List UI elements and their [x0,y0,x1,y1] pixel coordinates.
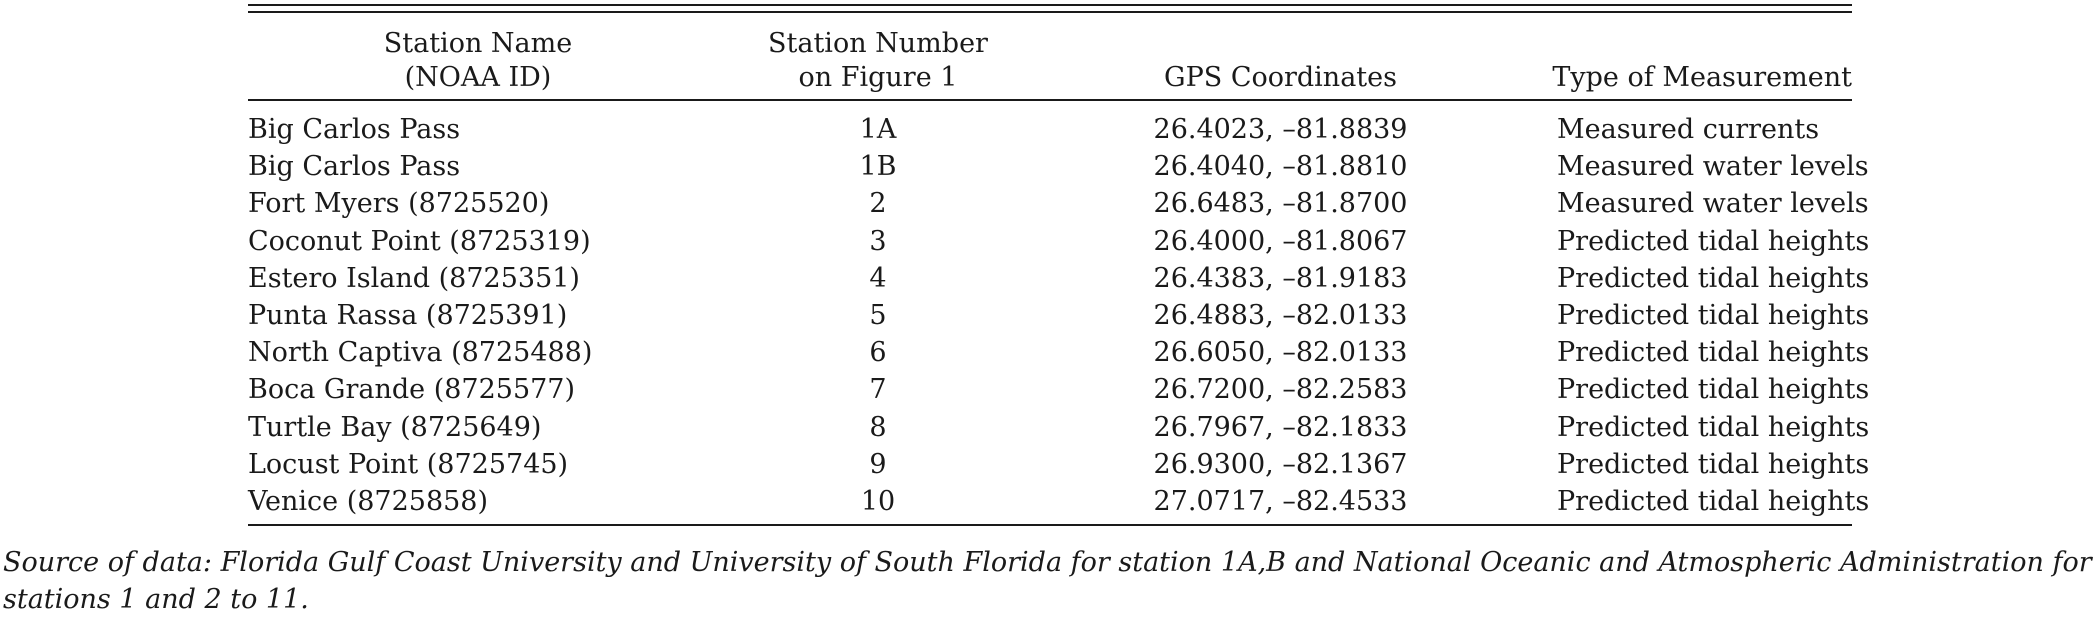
cell-measurement-type: Predicted tidal heights [1557,225,1870,257]
header-gps [1048,13,1513,100]
header-gps-label: GPS Coordinates [1164,62,1397,93]
table-row [248,260,1852,297]
cell-measurement-type: Predicted tidal heights [1557,374,1870,406]
cell-station-number: 10 [860,486,896,518]
cell-station-number: 3 [869,225,887,257]
cell-measurement-type: Measured water levels [1557,151,1869,183]
cell-station-name: Big Carlos Pass [248,151,461,183]
cell-gps: 26.9300, –82.1367 [1153,448,1408,480]
table-row [248,297,1852,334]
table-row [248,223,1852,260]
data-table-container [248,0,1870,526]
cell-measurement-type: Predicted tidal heights [1557,300,1870,332]
header-station-name [248,13,708,100]
cell-station-name: North Captiva (8725488) [248,337,593,369]
header-station-name-line1: Station Name [383,28,573,59]
table-row [248,371,1852,408]
cell-gps: 26.7200, –82.2583 [1153,374,1408,406]
cell-gps: 26.6483, –81.8700 [1153,188,1408,220]
table-row [248,185,1852,222]
cell-station-name: Fort Myers (8725520) [248,188,550,220]
cell-measurement-type: Predicted tidal heights [1557,411,1870,443]
header-station-number-line1: Station Number [768,28,988,59]
cell-station-number: 4 [869,262,887,294]
station-table [248,13,1870,520]
cell-measurement-type: Measured water levels [1557,188,1869,220]
cell-station-name: Boca Grande (8725577) [248,374,576,406]
cell-station-name: Locust Point (8725745) [248,448,569,480]
cell-station-name: Punta Rassa (8725391) [248,300,568,332]
cell-station-name: Estero Island (8725351) [248,262,580,294]
cell-station-number: 6 [869,337,887,369]
cell-measurement-type: Predicted tidal heights [1557,337,1870,369]
cell-station-name: Big Carlos Pass [248,114,461,145]
source-footnote: Source of data: Florida Gulf Coast University and University of South Florida for station 1A,B and National Oceanic and Atmospheric Administration for stations 1 and 2 to 11. [3,547,2092,615]
cell-station-name: Coconut Point (8725319) [248,225,591,257]
table-row [248,334,1852,371]
top-rule [248,4,1852,6]
cell-station-number: 9 [869,448,887,480]
cell-gps: 26.7967, –82.1833 [1153,411,1408,443]
cell-station-number: 1A [859,114,897,145]
cell-gps: 26.4040, –81.8810 [1153,151,1408,183]
cell-gps: 26.4883, –82.0133 [1153,300,1408,332]
table-row [248,100,1852,148]
header-station-number [708,13,1048,100]
header-measurement-type-label: Type of Measurement [1552,62,1852,93]
header-row [248,13,1852,100]
cell-station-name: Turtle Bay (8725649) [248,411,542,443]
header-measurement-type [1513,13,1852,100]
cell-station-number: 1B [859,151,897,183]
cell-gps: 26.4000, –81.8067 [1153,225,1408,257]
cell-station-number: 8 [869,411,887,443]
table-row [248,148,1852,185]
cell-gps: 27.0717, –82.4533 [1153,486,1408,518]
cell-measurement-type: Predicted tidal heights [1557,448,1870,480]
cell-gps: 26.4383, –81.9183 [1153,262,1408,294]
cell-measurement-type: Predicted tidal heights [1557,486,1870,518]
cell-gps: 26.6050, –82.0133 [1153,337,1408,369]
cell-measurement-type: Predicted tidal heights [1557,262,1870,294]
cell-station-name: Venice (8725858) [248,486,489,518]
bottom-rule [248,524,1852,526]
table-row [248,446,1852,483]
cell-station-number: 7 [869,374,887,406]
cell-gps: 26.4023, –81.8839 [1153,114,1408,145]
cell-station-number: 2 [869,188,887,220]
cell-station-number: 5 [869,300,887,332]
cell-measurement-type: Measured currents [1557,114,1820,145]
header-station-number-line2: on Figure 1 [798,62,958,93]
table-row [248,483,1852,520]
header-station-name-line2: (NOAA ID) [404,62,552,93]
table-body [248,100,1870,520]
table-row [248,409,1852,446]
